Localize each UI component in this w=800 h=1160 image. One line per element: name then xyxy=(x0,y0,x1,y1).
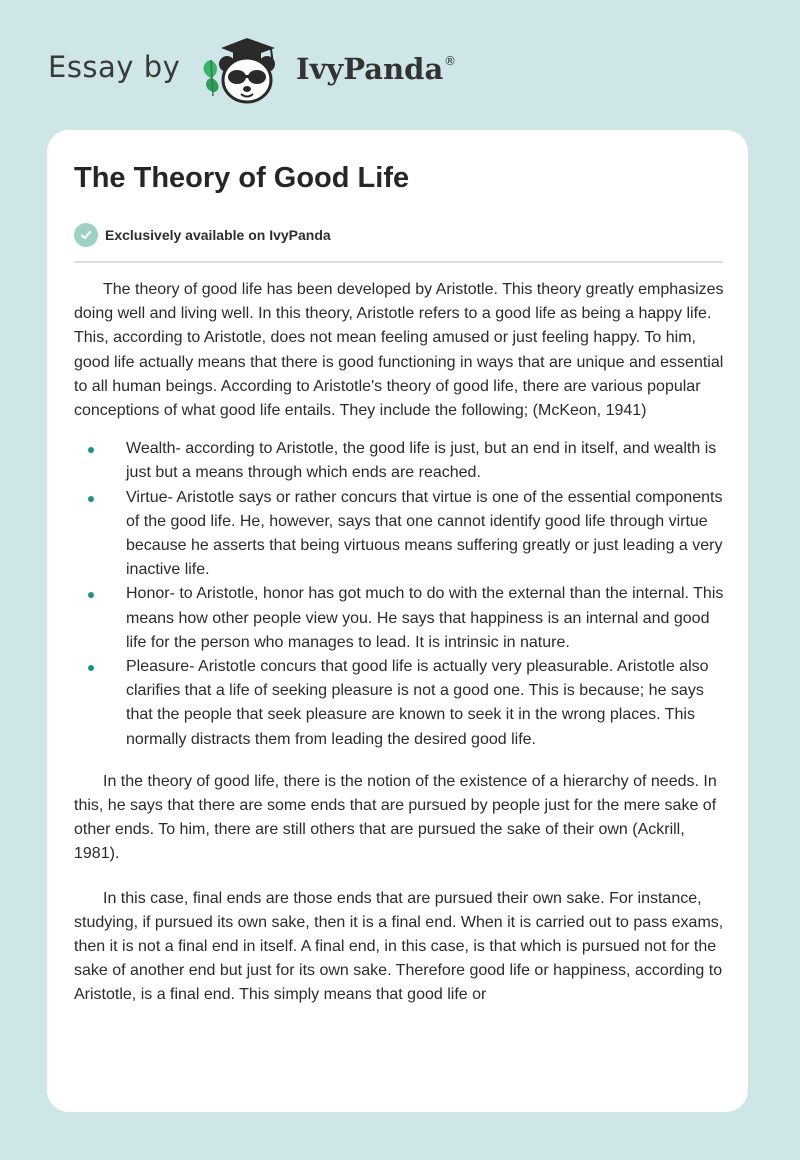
list-item xyxy=(74,655,724,752)
site-header xyxy=(0,0,800,130)
paragraph: The theory of good life has been developed by Aristotle. This theory greatly emphasizes doing well and living well. In this theory, Aristotle refers to a good life as being a happy life. This, according to Aristotle, does not mean feeling amused or just feeling happy. To him, good life actually means that there is good functioning in ways that are unique and essential to all human beings. According to Aristotle's theory of good life, there are various popular conceptions of what good life entails. They include the following; (McKeon, 1941) xyxy=(74,281,724,420)
essay-card xyxy=(47,130,748,1112)
list-item xyxy=(74,486,724,583)
list-item-text: Honor- to Aristotle, honor has got much to do with the external than the internal. This means how other people view you. He says that happiness is an internal and good life for the person who manages to lead. It is intrinsic in nature. xyxy=(126,585,724,651)
list-item-text: Wealth- according to Aristotle, the good life is just, but an end in itself, and wealth is just but a means through which ends are reached. xyxy=(126,440,717,482)
brand-name[interactable]: IvyPanda xyxy=(296,52,444,86)
paragraph: In the theory of good life, there is the notion of the existence of a hierarchy of needs. In this, he says that there are some ends that are pursued by people just for the mere sake of other ends. To him, there are still others that are pursued the sake of their own (Ackrill, 1981). xyxy=(74,772,717,863)
leaf-icon xyxy=(204,60,219,96)
badge-label: Exclusively available on IvyPanda xyxy=(105,227,331,243)
essay-by-label: Essay by xyxy=(48,50,181,84)
list-item xyxy=(74,437,724,485)
exclusive-badge xyxy=(74,222,331,248)
panda-logo-icon[interactable] xyxy=(197,34,293,108)
list-item-text: Pleasure- Aristotle concurs that good life is actually very pleasurable. Aristotle also clarifies that a life of seeking pleasure is not a good one. This is because; he says that the people that seek pleasure are known to seek it in the wrong places. This normally distracts them from leading the desired good life. xyxy=(126,658,709,748)
bullet-dot xyxy=(88,665,94,671)
essay-body xyxy=(74,278,724,1028)
bullet-dot xyxy=(88,496,94,502)
registered-mark: ® xyxy=(444,54,456,68)
divider xyxy=(74,261,723,263)
list-item-text: Virtue- Aristotle says or rather concurs that virtue is one of the essential components of the good life. He, however, says that one cannot identify good life through virtue because he asserts that being virtuous means suffering greatly or just leading a very inactive life. xyxy=(126,488,723,579)
paragraph: In this case, final ends are those ends that are pursued their own sake. For instance, studying, if pursued its own sake, then it is a final end. When it is carried out to pass exams, then it is not a final end in itself. A final end, in this case, is that which is pursued not for the sake of another end but just for its own sake. Therefore good life or happiness, according to Aristotle, is a final end. This simply means that good life or xyxy=(74,889,724,1004)
bullet-list xyxy=(74,437,724,752)
check-icon xyxy=(74,223,98,247)
bullet-dot xyxy=(88,447,94,453)
list-item xyxy=(74,582,724,655)
bullet-dot xyxy=(88,592,94,598)
page-title: The Theory of Good Life xyxy=(74,162,410,194)
